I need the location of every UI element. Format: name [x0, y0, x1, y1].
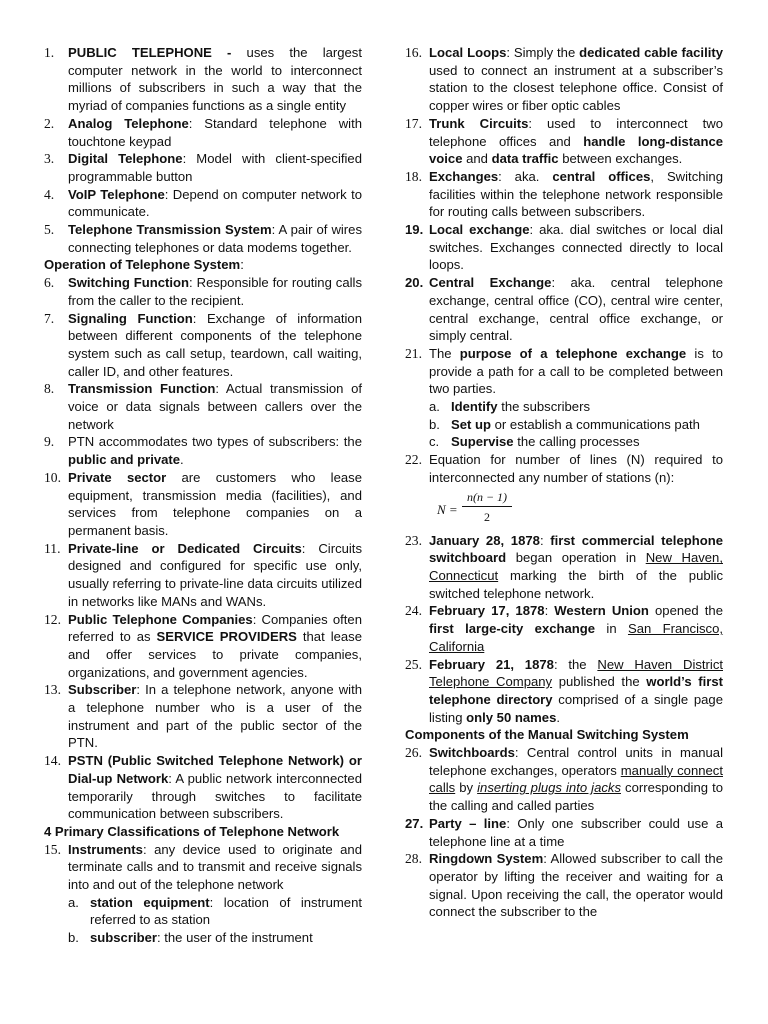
item-text: Subscriber	[68, 682, 137, 698]
list-item	[44, 752, 362, 823]
item-text: Western Union	[554, 603, 649, 619]
item-text: Instruments	[68, 841, 143, 857]
item-number: 15.	[44, 841, 61, 857]
list-item	[405, 815, 723, 850]
item-text: .	[556, 709, 561, 725]
list-item	[405, 168, 723, 221]
item-text: : aka. dial switches or local dial switches. Exchanges connected directly to local loops.	[429, 222, 723, 273]
item-text: subscriber	[90, 930, 157, 946]
item-text: Digital Telephone	[68, 151, 183, 167]
item-text: Switchboards	[429, 745, 515, 761]
item-text: : Responsible for routing calls from the caller to the recipient.	[68, 275, 362, 308]
item-text: by	[455, 780, 478, 796]
list-item	[44, 310, 362, 381]
item-text: : Simply the	[506, 45, 580, 60]
item-number: 7.	[44, 310, 55, 326]
item-text: Private-line or Dedicated Circuits	[68, 540, 302, 556]
list-item	[44, 681, 362, 752]
equation-numerator: n(n − 1)	[466, 489, 508, 504]
heading-text: :	[240, 257, 244, 273]
item-text: or establish a communications path	[491, 416, 700, 432]
item-text: : Allowed subscriber to call the operator by lifting the receiver and waiting for a signal. Upon receiving the call, the operator would connect the subscriber to the	[429, 851, 723, 920]
item-number: 18.	[405, 168, 422, 184]
item-text: are customers who lease equipment, transmission media (facilities), and services from telephone companies on a permanent basis.	[68, 469, 362, 538]
item-number: 19.	[405, 222, 424, 238]
item-text: between exchanges.	[558, 151, 683, 167]
list-item	[405, 451, 723, 486]
item-text: : location of instrument referred to as station	[90, 894, 362, 928]
item-number: 26.	[405, 745, 422, 761]
item-number: 13.	[44, 682, 61, 698]
item-number: 10.	[44, 469, 61, 485]
item-number: 5.	[44, 222, 55, 238]
item-text: and	[462, 151, 492, 167]
item-text: that lease and offer services to private companies, organizations, and government agencies.	[68, 629, 363, 680]
item-text: Equation for number of lines (N) required to interconnected any number of stations (n):	[429, 452, 723, 485]
list-item	[405, 532, 723, 603]
item-number: 8.	[44, 381, 55, 397]
item-text: : Central control units in manual telephone exchanges, operators	[429, 745, 723, 778]
list-item	[44, 115, 362, 150]
item-text: : aka. central telephone exchange, central office (CO), central wire center, central exchange, central office exchange, or simply central.	[429, 275, 724, 344]
sub-list-item	[44, 929, 362, 947]
item-number: 24.	[405, 603, 422, 619]
item-text: New Haven, Connecticut	[429, 550, 723, 583]
item-number: 2.	[44, 115, 55, 131]
list-item	[405, 221, 723, 274]
item-number: 28.	[405, 851, 422, 867]
item-text: opened the	[648, 603, 723, 619]
item-number: 11.	[44, 540, 61, 556]
heading-text: Components of the Manual Switching System	[405, 727, 689, 743]
item-text: The	[429, 345, 460, 361]
item-number: 20.	[405, 275, 424, 291]
item-number: 3.	[44, 151, 55, 167]
item-number: 23.	[405, 532, 422, 548]
item-text: Switching Function	[68, 275, 190, 291]
item-number: 9.	[44, 434, 55, 450]
item-text: Party – line	[429, 815, 507, 831]
heading-text: 4 Primary Classifications of Telephone Network	[44, 823, 340, 839]
item-text: Local exchange	[429, 222, 530, 238]
item-text: PSTN (Public Switched Telephone Network) or Dial-up Network	[68, 753, 362, 786]
item-text: : aka.	[498, 168, 553, 184]
item-text: Central Exchange	[429, 275, 552, 291]
item-number: 6.	[44, 275, 55, 291]
item-text: published the	[552, 674, 647, 690]
item-text: New Haven District Telephone Company	[429, 656, 723, 690]
list-item	[44, 221, 362, 256]
item-text: Ringdown System	[429, 851, 544, 867]
section-heading	[44, 256, 362, 274]
item-text: : A public network interconnected temporarily through switches to facilitate communication between subscribers.	[68, 770, 362, 822]
equation-lhs: N =	[437, 501, 458, 517]
item-letter: b.	[429, 416, 440, 432]
sub-list-item	[405, 416, 723, 434]
item-text: : any device used to originate and terminate calls and to transmit and receive signals into and out of the telephone network	[68, 841, 362, 893]
item-text: February 17, 1878	[429, 603, 545, 619]
list-item	[44, 611, 362, 682]
list-item	[405, 44, 723, 115]
item-text: marking the birth of the public switched telephone network.	[429, 567, 723, 601]
item-number: 21.	[405, 345, 422, 361]
item-number: 17.	[405, 115, 422, 131]
item-text: : Companies often referred to as	[68, 611, 362, 645]
item-letter: c.	[429, 434, 440, 450]
item-text: VoIP Telephone	[68, 186, 165, 202]
item-text: Signaling Function	[68, 310, 193, 326]
item-text: : Circuits designed and configured for specific use only, usually referring to private-line data circuits utilized in networks like MANs and WANs.	[68, 540, 362, 609]
item-text: :	[544, 603, 555, 619]
item-text: is to provide a path for a call to be completed between two parties.	[429, 345, 723, 397]
item-number: 12.	[44, 611, 61, 627]
item-text: public and private	[68, 452, 181, 468]
item-text: Identify	[451, 399, 498, 415]
item-text: Supervise	[451, 434, 514, 450]
list-item	[405, 602, 723, 655]
list-item	[44, 274, 362, 309]
item-text: PUBLIC TELEPHONE -	[68, 45, 232, 60]
item-text: Set up	[451, 416, 492, 432]
item-text: used to connect an instrument at a subscriber’s station to the closest telephone office. Consist of copper wires or fiber optic cables	[429, 62, 723, 114]
item-text: the calling processes	[513, 434, 640, 450]
list-item	[44, 186, 362, 221]
fraction-bar	[462, 506, 512, 507]
item-text: corresponding to the calling and called parties	[429, 780, 723, 814]
item-text: data traffic	[491, 151, 559, 167]
sub-list-item	[44, 894, 362, 929]
item-text: Public Telephone Companies	[68, 611, 253, 627]
item-text: : Standard telephone with touchtone keypad	[68, 115, 362, 149]
item-text: world’s first telephone directory	[429, 674, 723, 707]
list-item	[405, 850, 723, 921]
list-item	[405, 656, 723, 727]
item-text: Trunk Circuits	[429, 115, 529, 131]
list-item	[405, 274, 723, 345]
item-number: 4.	[44, 186, 55, 202]
list-item	[405, 744, 723, 815]
item-text: : In a telephone network, anyone with a telephone number who is a user of the instrument and part of the public sector of the PTN.	[68, 682, 362, 751]
item-text: : Exchange of information between different components of the telephone system such as call setup, teardown, call waiting, caller ID, and other features.	[68, 310, 362, 379]
list-item	[44, 469, 362, 540]
item-text: inserting plugs into jacks	[477, 780, 621, 796]
item-text: : Model with client-specified programmable button	[68, 151, 362, 184]
equation	[405, 490, 723, 532]
list-item	[405, 115, 723, 168]
item-number: 16.	[405, 45, 422, 60]
item-text: only 50 names	[466, 709, 557, 725]
item-number: 25.	[405, 656, 422, 672]
sub-list-item	[405, 398, 723, 416]
item-text: February 21, 1878	[429, 656, 554, 672]
item-text: first commercial telephone switchboard	[429, 532, 723, 566]
item-text: : used to interconnect two telephone offices and	[429, 115, 723, 149]
item-text: : Only one subscriber could use a telephone line at a time	[429, 815, 723, 849]
item-text: : the user of the instrument	[156, 930, 313, 946]
item-number: 14.	[44, 753, 61, 769]
item-letter: a.	[68, 894, 79, 910]
list-item	[44, 841, 362, 894]
section-heading	[405, 726, 723, 744]
item-text: manually connect calls	[429, 762, 723, 796]
list-item	[44, 44, 362, 115]
item-text: began operation in	[506, 550, 646, 566]
heading-text: Operation of Telephone System	[44, 257, 241, 273]
item-text: comprised of a single page listing	[429, 691, 723, 725]
item-text: : Actual transmission of voice or data signals between callers over the network	[68, 381, 362, 432]
list-item	[44, 150, 362, 185]
item-text: dedicated cable facility	[579, 45, 723, 60]
item-number: 27.	[405, 815, 424, 831]
equation-denominator: 2	[484, 509, 490, 524]
item-text: Exchanges	[429, 168, 499, 184]
item-text: : the	[553, 656, 598, 672]
item-text: purpose of a telephone exchange	[459, 345, 687, 361]
item-text: the subscribers	[497, 399, 590, 415]
item-text: :	[539, 532, 551, 548]
left-column	[44, 44, 362, 947]
item-text: SERVICE PROVIDERS	[156, 629, 297, 645]
list-item	[44, 540, 362, 611]
item-text: Private sector	[68, 469, 167, 485]
item-letter: b.	[68, 930, 79, 946]
item-text: .	[180, 452, 184, 468]
item-text: PTN accommodates two types of subscribers: the	[68, 434, 362, 450]
item-text: station equipment	[90, 894, 210, 910]
item-text: handle long-distance voice	[429, 133, 724, 167]
item-text: central offices	[552, 168, 651, 184]
item-text: in	[595, 621, 628, 637]
item-number: 22.	[405, 452, 422, 468]
item-text: Analog Telephone	[68, 115, 189, 131]
item-text: Local Loops	[429, 45, 507, 60]
item-text: : Depend on computer network to communicate.	[68, 186, 362, 220]
list-item	[44, 433, 362, 468]
item-text: Telephone Transmission System	[68, 222, 272, 238]
item-number: 1.	[44, 45, 55, 60]
list-item	[44, 380, 362, 433]
item-text: first large-city exchange	[429, 621, 596, 637]
item-text: , Switching facilities within the telephone network responsible for routing calls between subscribers.	[429, 168, 723, 220]
item-letter: a.	[429, 399, 440, 415]
sub-list-item	[405, 433, 723, 451]
item-text: January 28, 1878	[429, 532, 540, 548]
item-text: Transmission Function	[68, 381, 216, 397]
equation-fraction	[462, 490, 512, 524]
section-heading	[44, 823, 362, 841]
item-text: San Francisco, California	[429, 621, 724, 654]
item-text: : A pair of wires connecting telephones or data modems together.	[68, 222, 362, 255]
list-item	[405, 345, 723, 398]
right-column	[405, 44, 723, 921]
item-text: uses the largest computer network in the world to interconnect millions of subscribers in such a way that the myriad of companies functions as a single entity	[68, 45, 362, 114]
